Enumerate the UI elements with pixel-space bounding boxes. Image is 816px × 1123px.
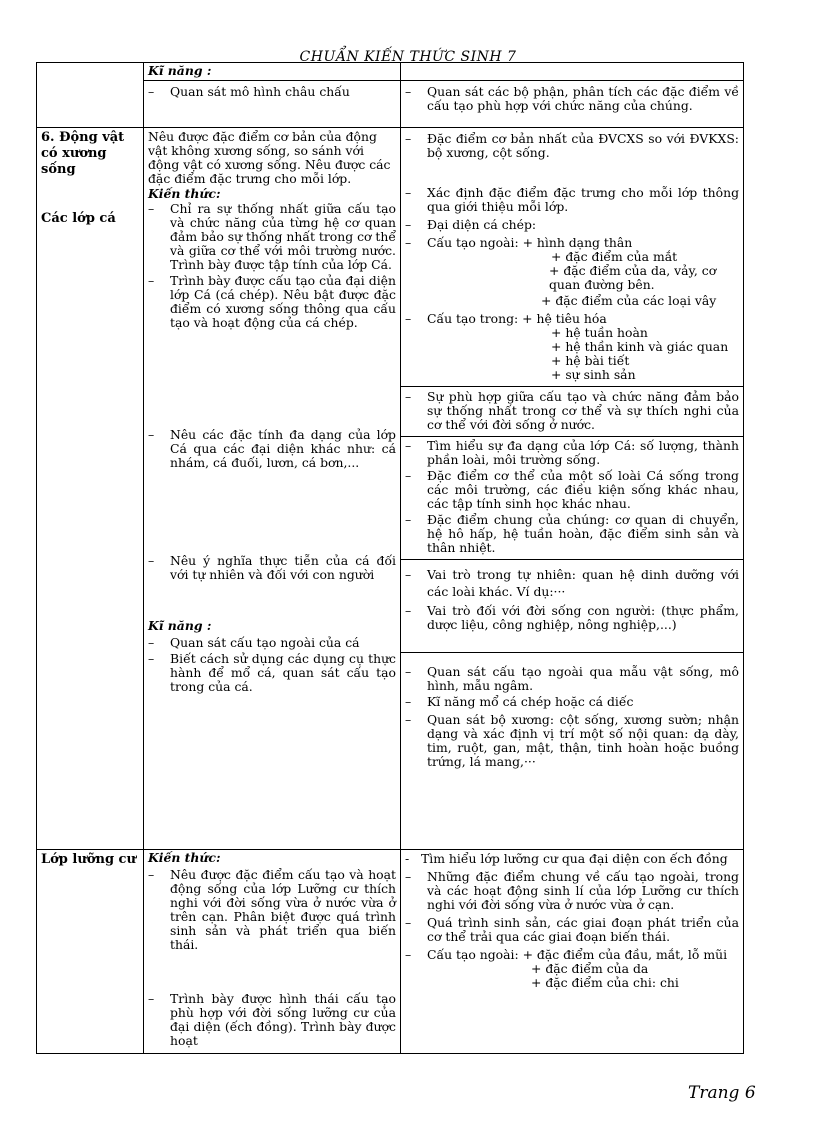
table-row [37,63,744,128]
list-item: – Đặc điểm cơ bản nhất của ĐVCXS so với ĐVKXS: bộ xương, cột sống. [405,131,739,160]
list-item: – Đặc điểm chung của chúng: cơ quan di chuyển, hệ hô hấp, hệ tuần hoàn, đặc điểm sinh sản và thân nhiệt. [405,512,739,555]
lesson-title: Lớp lưỡng cư [41,852,136,867]
guidance-cell [401,128,744,850]
list-item: – Biết cách sử dụng các dụng cụ thực hành để mổ cá, quan sát cấu tạo trong của cá. [148,651,396,694]
lesson-cell [37,850,144,1054]
knowledge-heading: Kiến thức: [148,186,221,201]
curriculum-table [36,62,744,1054]
list-item: – Quan sát mô hình châu chấu [148,84,350,99]
sub-item: + hệ tuần hoàn [551,325,648,340]
guidance-cell [401,63,744,128]
lesson-cell [37,63,144,128]
lesson-cell [37,128,144,850]
list-item: – Nêu được đặc điểm cấu tạo và hoạt động sống của lớp Lưỡng cư thích nghi với đời sống vừa ở nước vừa ở trên cạn. Phân biệt được quá trình sinh sản và phát triển qua biến thái. [148,867,396,952]
list-item: – Vai trò trong tự nhiên: quan hệ dinh dưỡng với các loài khác. Ví dụ:··· [405,567,739,599]
skills-heading: Kĩ năng : [148,63,212,78]
table-row [37,850,744,1054]
list-item: – Cấu tạo ngoài: + đặc điểm của đầu, mắt, lỗ mũi [405,947,728,962]
content-cell [144,128,401,850]
knowledge-heading: Kiến thức: [148,850,221,865]
list-item: – Trình bày được cấu tạo của đại diện lớp Cá (cá chép). Nêu bật được đặc điểm có xương sống thông qua cấu tạo và hoạt động của cá chép. [148,273,396,330]
list-item: – Quan sát các bộ phận, phân tích các đặc điểm về cấu tạo phù hợp với chức năng của chúng. [405,84,739,113]
list-item: – Quan sát cấu tạo ngoài của cá [148,635,360,650]
skills-heading: Kĩ năng : [148,618,212,633]
sub-item: + đặc điểm của da, vảy, cơ quan đường bên. [549,263,717,292]
list-item: – Nêu các đặc tính đa dạng của lớp Cá qua các đại diện khác như: cá nhám, cá đuối, lươn, cá bơn,... [148,427,396,470]
sub-item: + hệ thần kinh và giác quan [551,339,729,354]
list-item: - Tìm hiểu lớp lưỡng cư qua đại diện con ếch đồng [405,851,728,866]
intro-text: Nêu được đặc điểm cơ bản của động vật không xương sống, so sánh với động vật có xương sống. Nêu được các đặc điểm đặc trưng cho mỗi lớp. [148,129,391,186]
list-item: – Xác định đặc điểm đặc trưng cho mỗi lớp thông qua giới thiệu mỗi lớp. [405,185,739,214]
list-item: – Quan sát cấu tạo ngoài qua mẫu vật sống, mô hình, mẫu ngâm. [405,664,739,693]
lesson-subtitle: Các lớp cá [41,211,116,226]
list-item: – Tìm hiểu sự đa dạng của lớp Cá: số lượng, thành phần loài, môi trường sống. [405,438,739,467]
list-item: – Cấu tạo trong: + hệ tiêu hóa [405,311,607,326]
list-item: – Trình bày được hình thái cấu tạo phù hợp với đời sống lưỡng cư của đại diện (ếch đồng). Trình bày được hoạt [148,991,396,1048]
list-item: – Đặc điểm cơ thể của một số loài Cá sống trong các môi trường, các điều kiện sống khác nhau, các tập tính sinh học khác nhau. [405,468,739,511]
list-item: – Sự phù hợp giữa cấu tạo và chức năng đảm bảo sự thống nhất trong cơ thể và sự thích nghi của cơ thể với đời sống ở nước. [405,389,739,432]
sub-item: + đặc điểm của da [531,961,649,976]
list-item: – Vai trò đối với đời sống con người: (thực phẩm, dược liệu, công nghiệp, nông nghiệp,...) [405,603,739,632]
sub-item: + sự sinh sản [551,367,636,382]
list-item: – Nêu ý nghĩa thực tiễn của cá đối với tự nhiên và đối với con người [148,553,396,582]
table-row [37,128,744,850]
guidance-cell [401,850,744,1054]
list-item: – Quan sát bộ xương: cột sống, xương sườn; nhận dạng và xác định vị trí một số nội quan: dạ dày, tim, ruột, gan, mật, thận, tinh hoàn hoặc buồng trứng, lá mang,··· [405,712,739,769]
sub-item: + đặc điểm của các loại vây [541,293,717,308]
lesson-title: 6. Động vật có xương sống [41,130,125,177]
list-item: – Đại diện cá chép: [405,217,537,232]
sub-item: + hệ bài tiết [551,353,630,368]
list-item: – Quá trình sinh sản, các giai đoạn phát triển của cơ thể trải qua các giai đoạn biến thái. [405,915,739,944]
sub-item: + đặc điểm của mắt [551,249,678,264]
list-item: – Những đặc điểm chung về cấu tạo ngoài, trong và các hoạt động sinh lí của lớp Lưỡng cư thích nghi với đời sống vừa ở nước vừa ở cạn. [405,869,739,912]
list-item: – Kĩ năng mổ cá chép hoặc cá diếc [405,694,634,709]
content-cell [144,850,401,1054]
list-item: – Chỉ ra sự thống nhất giữa cấu tạo và chức năng của từng hệ cơ quan đảm bảo sự thống nhất trong cơ thể và giữa cơ thể với môi trường nước. Trình bày được tập tính của lớp Cá. [148,201,396,272]
list-item: – Cấu tạo ngoài: + hình dạng thân [405,235,633,250]
content-cell [144,63,401,128]
page-footer: Trang 6 [688,1083,756,1103]
sub-item: + đặc điểm của chi: chi [531,975,679,990]
page-header: CHUẨN KIẾN THỨC SINH 7 [299,49,517,65]
